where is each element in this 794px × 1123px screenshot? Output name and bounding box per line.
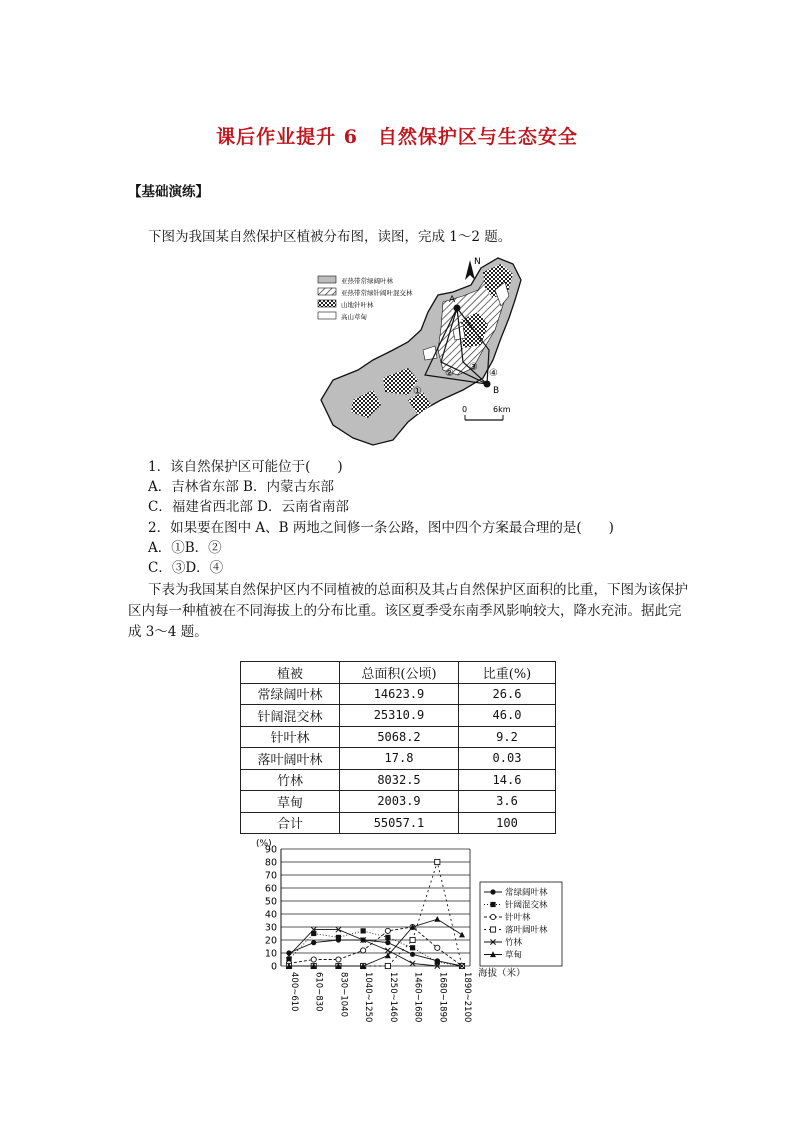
data-point: [385, 928, 390, 933]
data-point: [490, 889, 495, 894]
question-1-stem: 1．该自然保护区可能位于( ): [148, 459, 343, 475]
table-cell: 针叶林: [241, 726, 340, 748]
table-header: 比重(%): [459, 662, 556, 684]
table-cell: 14.6: [459, 769, 556, 791]
data-point: [490, 902, 495, 907]
table-header: 总面积(公顷): [340, 662, 459, 684]
legend-item-4: 高山草甸: [341, 313, 367, 321]
table-row: [241, 726, 556, 748]
table-row: [241, 748, 556, 770]
table-cell: 26.6: [459, 683, 556, 705]
data-point: [311, 957, 316, 962]
data-point: [410, 945, 415, 950]
y-tick-label: 30: [264, 922, 277, 934]
y-axis-label: (%): [256, 839, 272, 849]
table-cell: 5068.2: [340, 726, 459, 748]
table-row: [241, 705, 556, 727]
page-title: 课后作业提升 6 自然保护区与生态安全: [216, 126, 578, 148]
x-tick-label: 830~1040: [338, 972, 349, 1017]
table-row: [241, 769, 556, 791]
table-cell: 14623.9: [340, 683, 459, 705]
x-tick-label: 1680~1890: [437, 972, 448, 1023]
data-point: [385, 935, 390, 940]
data-point: [286, 950, 291, 955]
table-cell: 100: [459, 812, 556, 834]
y-tick-label: 80: [264, 857, 277, 869]
table-cell: 55057.1: [340, 812, 459, 834]
data-point: [311, 940, 316, 945]
x-tick-label: 1250~1460: [387, 972, 398, 1023]
point-b-label: B: [493, 386, 500, 396]
vegetation-map: [313, 250, 525, 450]
data-point: [435, 945, 440, 950]
legend-label: 针叶林: [505, 913, 531, 923]
svg-text:6km: 6km: [493, 405, 511, 414]
table-cell: 2003.9: [340, 791, 459, 813]
table-cell: 17.8: [340, 748, 459, 770]
table-cell: 0.03: [459, 748, 556, 770]
data-point: [385, 963, 390, 968]
table-cell: 针阔混交林: [241, 705, 340, 727]
data-point: [361, 928, 366, 933]
route-3-label: ③: [469, 362, 478, 373]
table-cell: 8032.5: [340, 769, 459, 791]
data-point: [490, 927, 495, 932]
scale-bar: [462, 405, 511, 420]
y-tick-label: 90: [264, 844, 277, 856]
y-tick-label: 10: [264, 948, 277, 960]
question-2-options-cd: C．③D．④: [148, 560, 224, 576]
x-tick-label: 400~610: [289, 972, 299, 1012]
table-cell: 落叶阔叶林: [241, 748, 340, 770]
table-cell: 3.6: [459, 791, 556, 813]
intro-text-2: 下表为我国某自然保护区内不同植被的总面积及其占自然保护区面积的比重，下图为该保护区内每一种植被在不同海拔上的分布比重。该区夏季受东南季风影响较大，降水充沛。据此完成 3～4 题。: [128, 582, 688, 640]
y-tick-label: 20: [264, 935, 277, 947]
x-axis-label: 海拔（米）: [478, 968, 526, 979]
svg-text:0: 0: [462, 405, 468, 414]
table-row: [241, 812, 556, 834]
y-tick-label: 0: [270, 961, 277, 973]
intro-text-1: 下图为我国某自然保护区植被分布图，读图，完成 1～2 题。: [148, 229, 512, 245]
data-point: [410, 937, 415, 942]
table-cell: 46.0: [459, 705, 556, 727]
route-2-label: ②: [445, 368, 454, 379]
map-legend: [318, 276, 413, 321]
x-tick-label: 610~830: [313, 972, 324, 1012]
question-1-options-ab: A．吉林省东部 B．内蒙古东部: [148, 479, 334, 495]
question-2-stem: 2．如果要在图中 A、B 两地之间修一条公路，图中四个方案最合理的是( ): [148, 520, 614, 536]
question-2-options-ab: A．①B．②: [148, 540, 222, 556]
y-tick-label: 50: [264, 896, 277, 908]
legend-label: 落叶阔叶林: [505, 925, 548, 936]
legend-item-3: 山地针叶林: [341, 301, 374, 309]
table-cell: 25310.9: [340, 705, 459, 727]
data-point: [434, 916, 440, 922]
route-1-label: ①: [413, 386, 422, 397]
altitude-distribution-chart: [248, 838, 568, 1028]
legend-item-1: 亚热带常绿阔叶林: [341, 277, 393, 285]
table-cell: 竹林: [241, 769, 340, 791]
y-tick-label: 60: [264, 883, 277, 895]
y-tick-label: 70: [264, 870, 277, 882]
data-point: [435, 859, 440, 864]
data-point: [336, 957, 341, 962]
data-point: [490, 914, 495, 919]
x-tick-label: 1890~2100: [462, 972, 472, 1023]
data-point: [361, 948, 366, 953]
data-point: [336, 935, 341, 940]
legend-label: 常绿阔叶林: [505, 888, 548, 898]
table-header-row: [241, 662, 556, 684]
route-4-label: ④: [489, 368, 498, 379]
data-point: [459, 932, 465, 938]
x-tick-label: 1460~1680: [412, 972, 423, 1023]
y-tick-label: 40: [264, 909, 277, 921]
vegetation-table: [240, 661, 556, 834]
table-cell: 常绿阔叶林: [241, 683, 340, 705]
table-cell: 合计: [241, 812, 340, 834]
table-header: 植被: [241, 662, 340, 684]
svg-text:N: N: [474, 257, 481, 267]
data-point: [385, 940, 390, 945]
question-1-options-cd: C．福建省西北部 D．云南省南部: [148, 499, 349, 515]
legend-label: 草甸: [505, 950, 523, 961]
point-a-label: A: [449, 295, 456, 305]
legend-label: 针阔混交林: [505, 900, 548, 911]
table-row: [241, 791, 556, 813]
x-tick-label: 1040~1250: [363, 972, 374, 1023]
table-cell: 草甸: [241, 791, 340, 813]
section-heading: 【基础演练】: [128, 184, 209, 200]
data-point: [410, 952, 415, 957]
table-row: [241, 683, 556, 705]
legend-label: 竹林: [505, 938, 523, 948]
table-cell: 9.2: [459, 726, 556, 748]
legend-item-2: 亚热带常绿针阔叶混交林: [341, 289, 413, 297]
